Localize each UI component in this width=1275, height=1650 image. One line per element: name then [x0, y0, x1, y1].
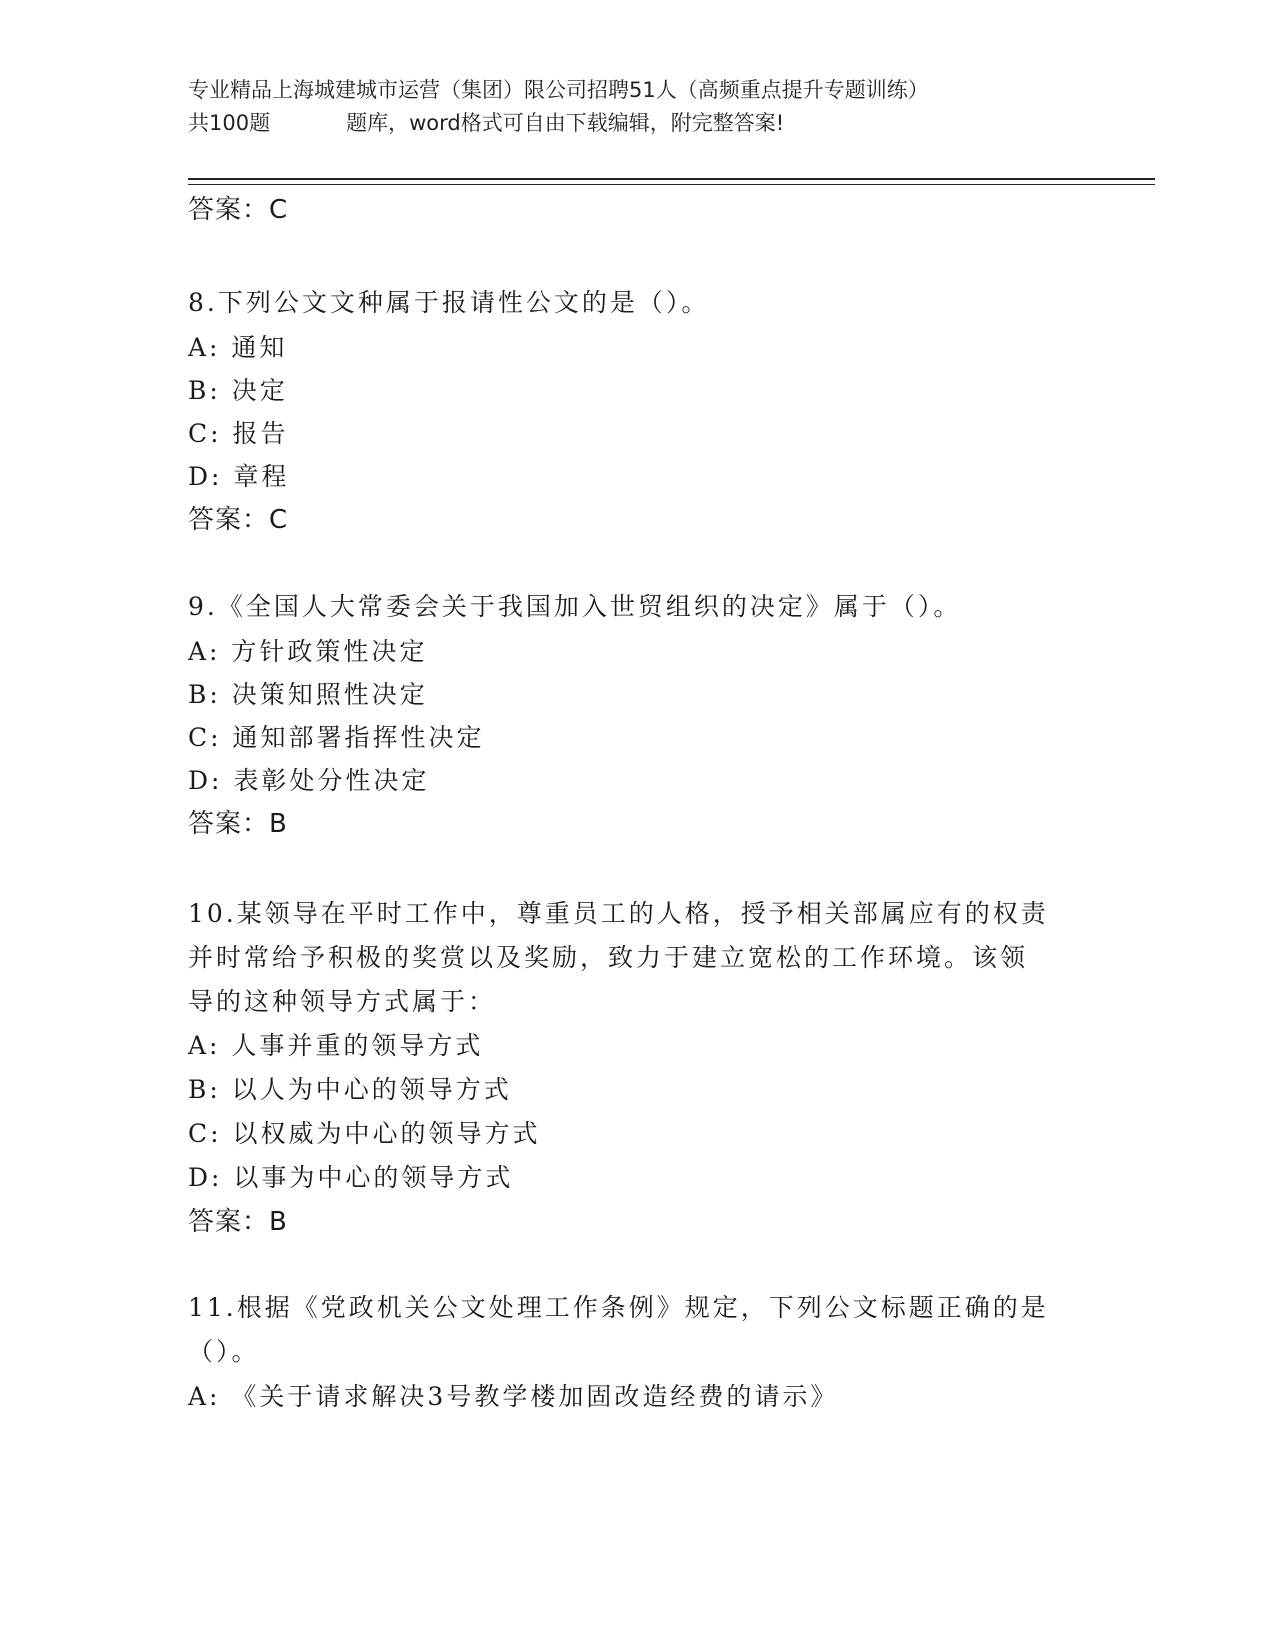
- option-d: D: 以事为中心的领导方式: [188, 1163, 514, 1192]
- answer-text: 答案：B: [188, 1207, 288, 1237]
- page-header: [188, 74, 1088, 140]
- answer-text: 答案：C: [188, 505, 289, 535]
- option-b: B: 决策知照性决定: [188, 680, 428, 709]
- option-d: D: 表彰处分性决定: [188, 766, 430, 795]
- option-a: A: 《关于请求解决3号教学楼加固改造经费的请示》: [188, 1382, 839, 1411]
- question-text-line1: 10.某领导在平时工作中，尊重员工的人格，授予相关部属应有的权责: [188, 899, 1049, 928]
- header-rule-thin: [188, 184, 1155, 185]
- question-text-line3: 导的这种领导方式属于：: [188, 987, 497, 1016]
- header-title-line1: 专业精品上海城建城市运营（集团）限公司招聘51人（高频重点提升专题训练）: [188, 78, 929, 102]
- question-text-line2: （）。: [188, 1337, 260, 1366]
- option-b: B: 决定: [188, 376, 288, 405]
- option-c: C: 以权威为中心的领导方式: [188, 1119, 541, 1148]
- answer-text: 答案：B: [188, 809, 288, 839]
- option-a: A: 人事并重的领导方式: [188, 1031, 484, 1060]
- header-rule-thick: [188, 178, 1155, 180]
- option-c: C: 报告: [188, 419, 289, 448]
- option-c: C: 通知部署指挥性决定: [188, 723, 485, 752]
- option-d: D: 章程: [188, 462, 290, 491]
- question-text: 9.《全国人大常委会关于我国加入世贸组织的决定》属于（）。: [188, 592, 962, 621]
- question-item: [188, 892, 1088, 1244]
- question-text-line2: 并时常给予积极的奖赏以及奖励，致力于建立宽松的工作环境。该领: [188, 943, 1029, 972]
- previous-answer: 答案：C: [188, 195, 289, 225]
- option-a: A: 通知: [188, 333, 288, 362]
- question-item: [188, 1286, 1088, 1420]
- header-title-line2: [188, 107, 1088, 140]
- question-item: [188, 584, 1088, 846]
- option-a: A: 方针政策性决定: [188, 637, 428, 666]
- question-text: 8.下列公文文种属于报请性公文的是（）。: [188, 288, 710, 317]
- question-text-line1: 11.根据《党政机关公文处理工作条例》规定，下列公文标题正确的是: [188, 1293, 1049, 1322]
- question-item: [188, 280, 1088, 542]
- question-list: [188, 188, 1088, 1420]
- header-count: 共100题: [188, 111, 271, 135]
- header-description: 题库，word格式可自由下载编辑，附完整答案!: [346, 111, 785, 135]
- option-b: B: 以人为中心的领导方式: [188, 1075, 512, 1104]
